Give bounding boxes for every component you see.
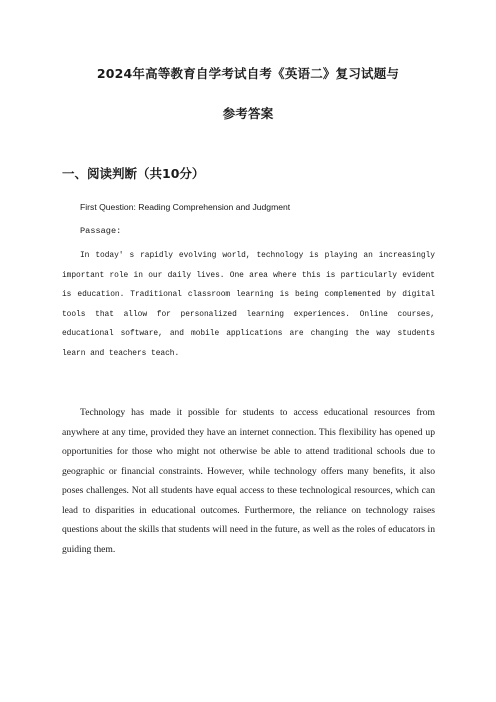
- passage-paragraph-2: Technology has made it possible for students to access educational resources from anywhere at any time, provided they have an internet connection. This flexibility has opened up opportunities for those who might not otherwise be able to attend traditional schools due to geographic or financial constraints. However, while technology offers many benefits, it also poses challenges. Not all students have equal access to these technological resources, which can lead to disparities in educational outcomes. Furthermore, the reliance on technology raises questions about the skills that students will need in the future, as well as the roles of educators in guiding them.: [62, 407, 435, 555]
- section-heading: 一、阅读判断（共10分）: [62, 166, 205, 181]
- passage-paragraph-1: In today' s rapidly evolving world, technology is playing an increasingly important role in our daily lives. One area where this is particularly evident is education. Traditional classroom learning is being complemented by digital tools that allow for personalized learning experiences. Online courses, educational software, and mobile applications are changing the way students learn and teachers teach.: [62, 251, 435, 358]
- passage-label: Passage:: [80, 226, 122, 236]
- question-heading: First Question: Reading Comprehension and Judgment: [80, 202, 291, 212]
- document-title-line-1: 2024年高等教育自学考试自考《英语二》复习试题与: [96, 66, 400, 81]
- document-title-line-2: 参考答案: [222, 106, 274, 121]
